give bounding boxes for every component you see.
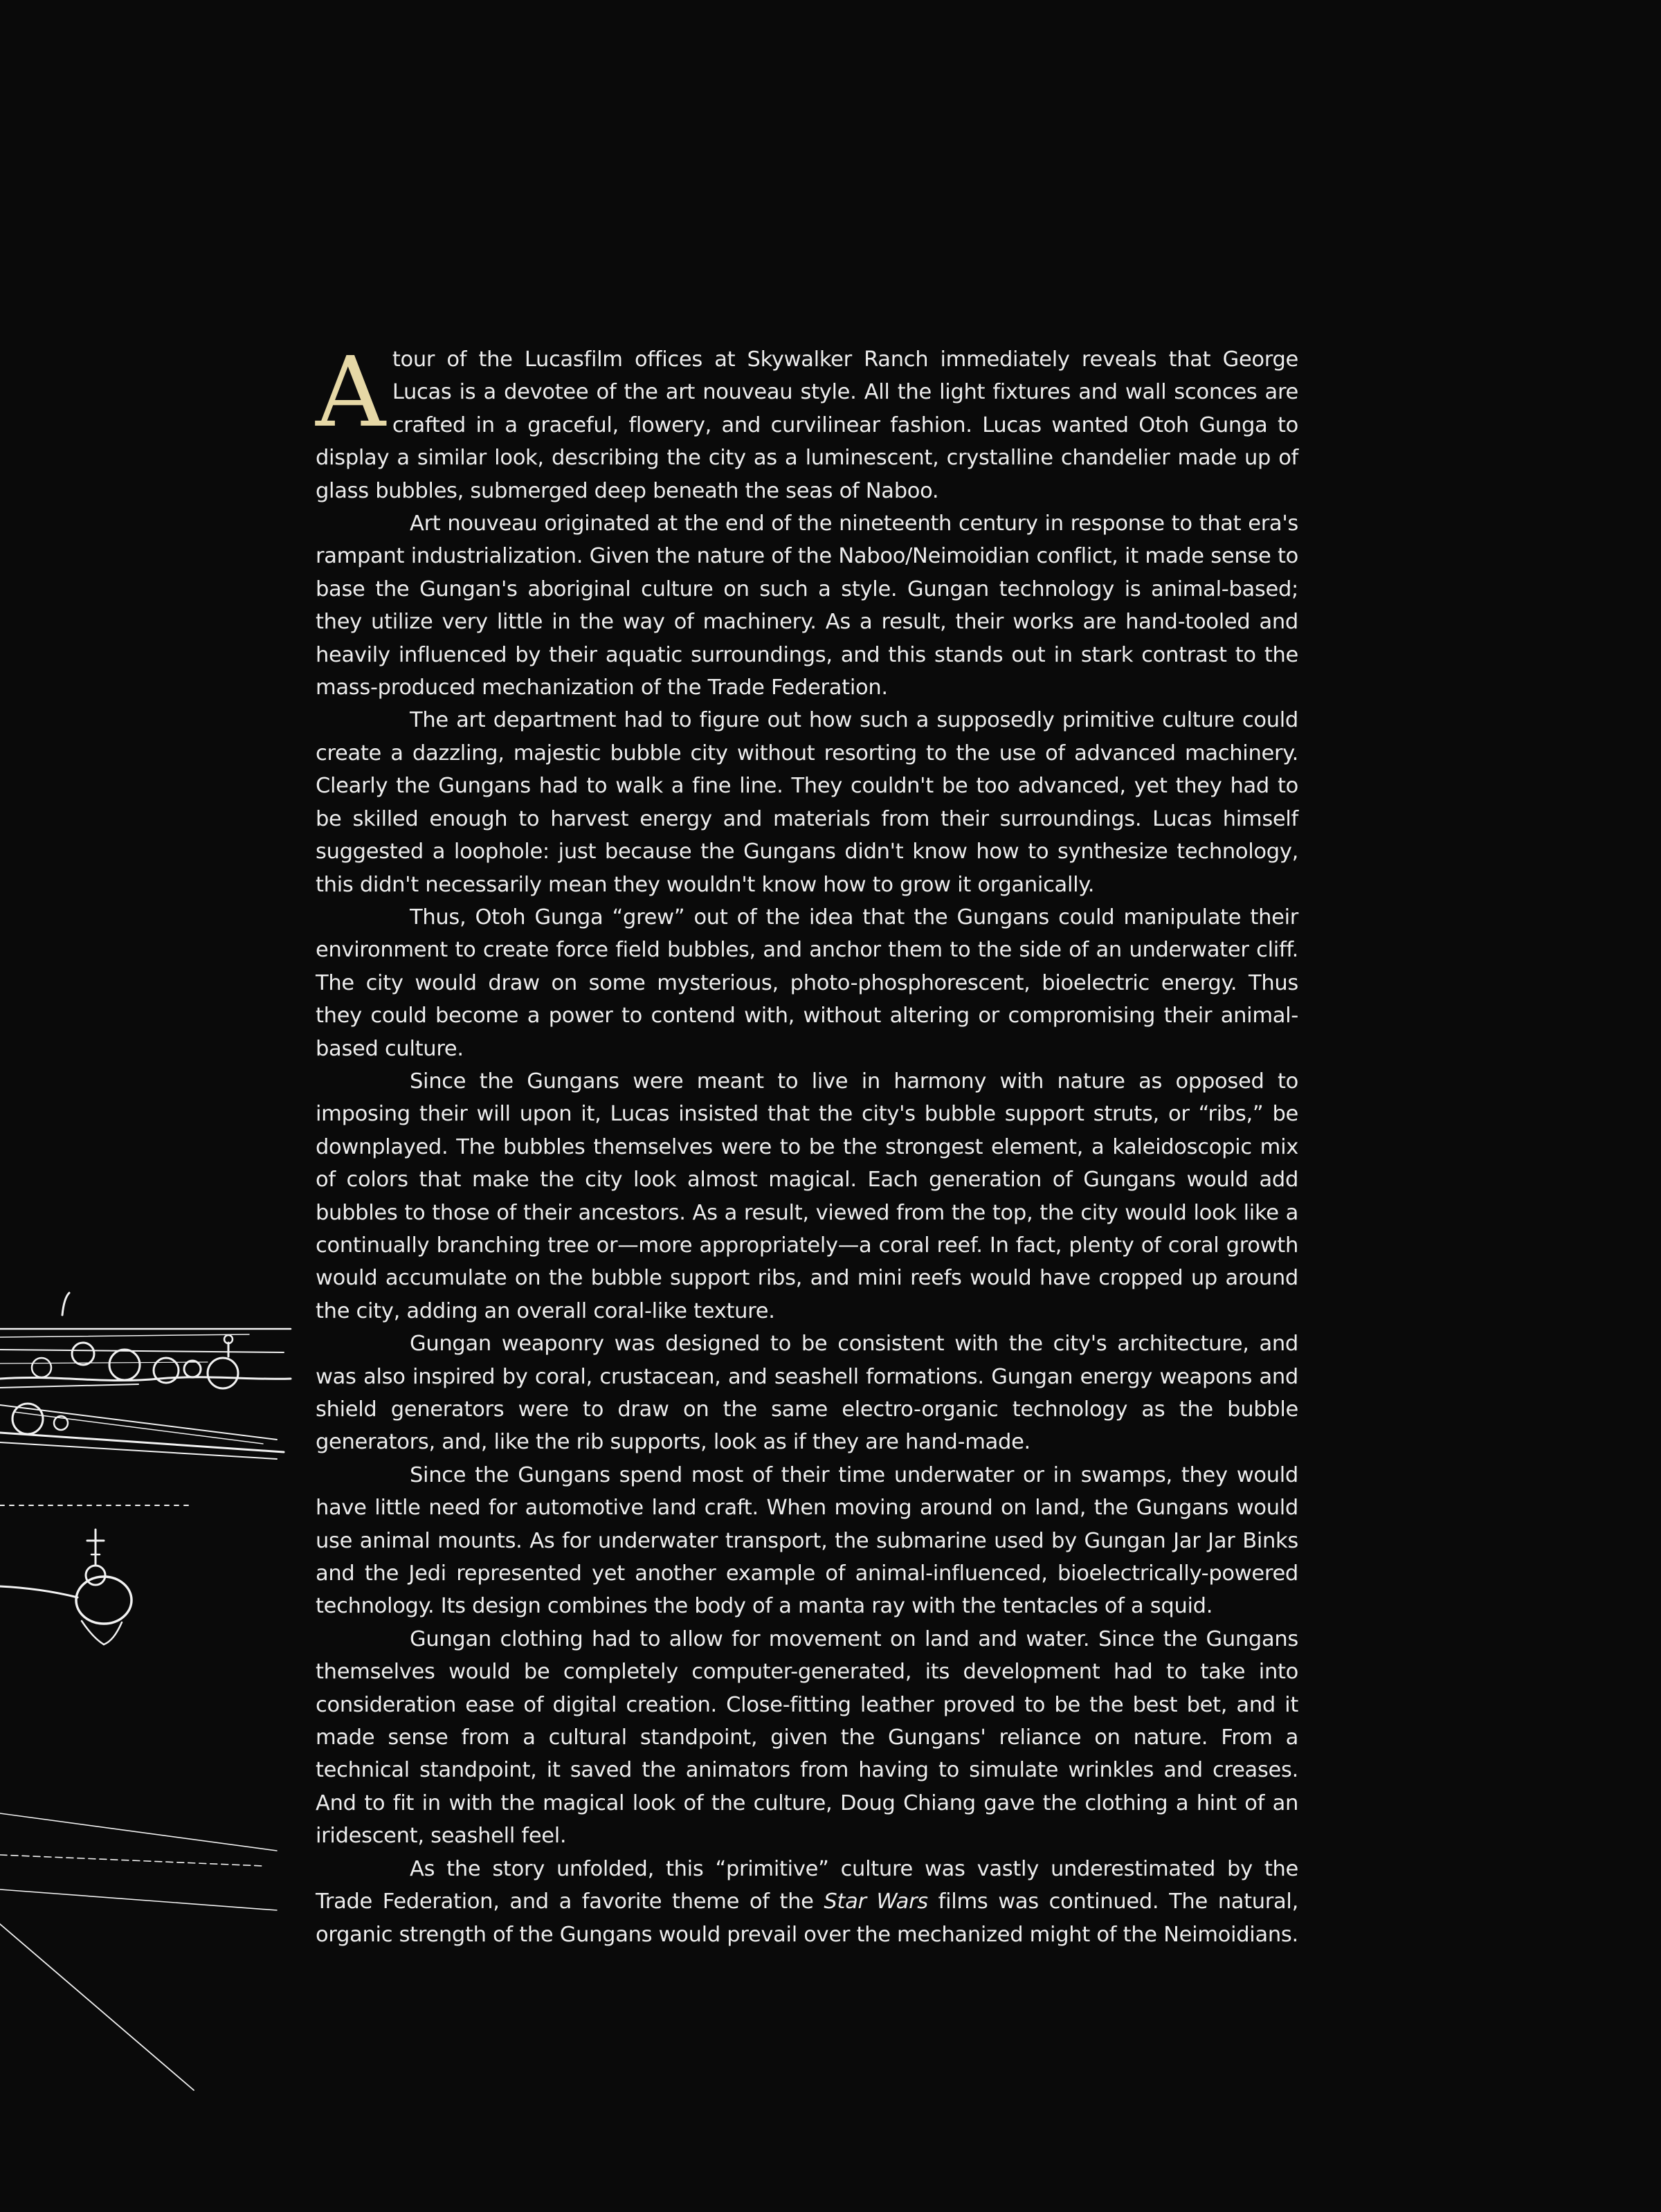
article-paragraph-1 bbox=[316, 336, 1298, 507]
film-title-italic: Star Wars bbox=[824, 1889, 928, 1914]
article-paragraph-7: Since the Gungans spend most of their time underwater or in swamps, they would have little need for automotive land craft. When moving around on land, the Gungans would use animal mounts. As for underwater transport, the submarine used by Gungan Jar Jar Binks and the Jedi represented yet another example of animal-influenced, bioelectrically-powered technology. Its design combines the body of a manta ray with the tentacles of a squid. bbox=[316, 1462, 1298, 1619]
drop-cap: A bbox=[316, 336, 385, 449]
article-paragraph-3: The art department had to figure out how such a supposedly primitive culture could create a dazzling, majestic bubble city without resorting to the use of advanced machinery. Clearly the Gungans had to walk a fine line. They couldn't be too advanced, yet they had to be skilled enough to harvest energy and materials from their surroundings. Lucas himself suggested a loophole: just because the Gungans didn't know how to synthesize technology, this didn't necessarily mean they wouldn't know how to grow it organically. bbox=[316, 708, 1298, 897]
article-paragraph-5: Since the Gungans were meant to live in harmony with nature as opposed to imposing their will upon it, Lucas insisted that the city's bubble support struts, or “ribs,” be downplayed. The bubbles themselves were to be the strongest element, a kaleidoscopic mix of colors that make the city look almost magical. Each generation of Gungans would add bubbles to those of their ancestors. As a result, viewed from the top, the city would look like a continually branching tree or—more appropriately—a coral reef. In fact, plenty of coral growth would accumulate on the bubble support ribs, and mini reefs would have cropped up around the city, adding an overall coral-like texture. bbox=[316, 1069, 1298, 1323]
article-paragraph-2: Art nouveau originated at the end of the nineteenth century in response to that era's rampant industrialization. Given the nature of the Naboo/Neimoidian conflict, it made sense to base the Gungan's aboriginal culture on such a style. Gungan technology is animal-based; they utilize very little in the way of machinery. As a result, their works are hand-tooled and heavily influenced by their aquatic surroundings, and this stands out in stark contrast to the mass-produced mechanization of the Trade Federation. bbox=[316, 511, 1298, 700]
paragraph-text: tour of the Lucasfilm offices at Skywalker Ranch immediately reveals that George Lucas is a devotee of the art nouveau style. All the light fixtures and wall sconces are crafted in a graceful, flowery, and curvilinear fashion. Lucas wanted Otoh Gunga to display a similar look, describing the city as a luminescent, crystalline chandelier made up of glass bubbles, submerged deep beneath the seas of Naboo. bbox=[316, 347, 1298, 503]
article-paragraph-4: Thus, Otoh Gunga “grew” out of the idea that the Gungans could manipulate their environment to create force field bubbles, and anchor them to the side of an underwater cliff. The city would draw on some mysterious, photo-phosphorescent, bioelectric energy. Thus they could become a power to contend with, without altering or compromising their animal-based culture. bbox=[316, 905, 1298, 1061]
concept-sketch-illustration bbox=[0, 955, 298, 2104]
article-body bbox=[316, 336, 1299, 1951]
paragraph-text-after-italic: films was continued. The natural, organic strength of the Gungans would prevail over the mechanized might of the Neimoidians. bbox=[316, 1889, 1299, 1947]
article-paragraph-8: Gungan clothing had to allow for movement on land and water. Since the Gungans themselves would be completely computer-generated, its development had to take into consideration ease of digital creation. Close-fitting leather proved to be the best bet, and it made sense from a cultural standpoint, given the Gungans' reliance on nature. From a technical standpoint, it saved the animators from having to simulate wrinkles and creases. And to fit in with the magical look of the culture, Doug Chiang gave the clothing a hint of an iridescent, seashell feel. bbox=[316, 1626, 1298, 1849]
article-paragraph-9 bbox=[316, 1853, 1298, 1951]
paragraph-text-before-italic: As the story unfolded, this “primitive” culture was vastly underestimated by the Trade Federation, and a favorite theme of the bbox=[316, 1856, 1298, 1914]
article-paragraph-6: Gungan weaponry was designed to be consistent with the city's architecture, and was also inspired by coral, crustacean, and seashell formations. Gungan energy weapons and shield generators were to draw on the same electro-organic technology as the bubble generators, and, like the rib supports, look as if they are hand-made. bbox=[316, 1332, 1298, 1455]
